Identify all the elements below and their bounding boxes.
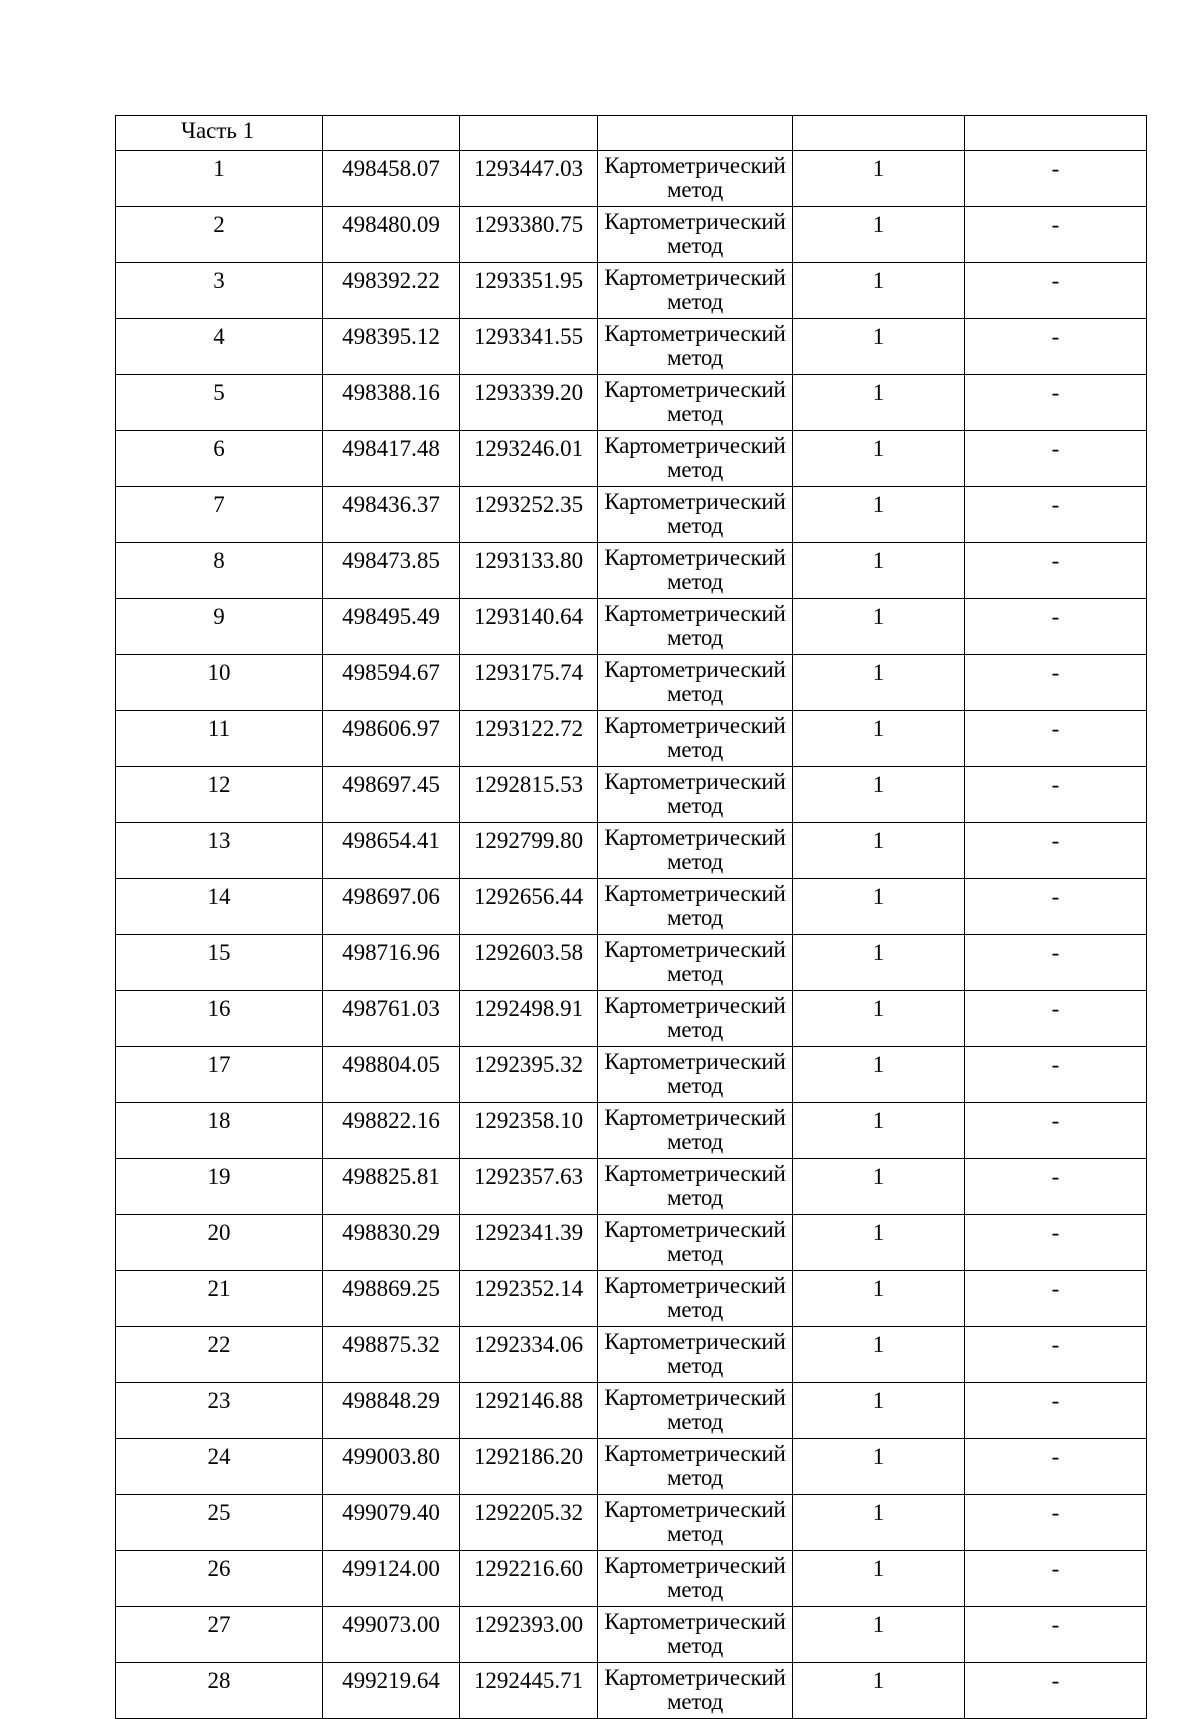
x-coordinate-cell: 499003.80 [323, 1439, 460, 1495]
description-cell: - [965, 1607, 1147, 1663]
point-number-cell: 3 [116, 263, 323, 319]
description-cell: - [965, 431, 1147, 487]
x-coordinate-cell: 499079.40 [323, 1495, 460, 1551]
description-cell: - [965, 823, 1147, 879]
accuracy-cell: 1 [793, 655, 965, 711]
point-number-cell: 9 [116, 599, 323, 655]
point-number-cell: 26 [116, 1551, 323, 1607]
y-coordinate-cell: 1292334.06 [460, 1327, 598, 1383]
x-coordinate-cell: 498606.97 [323, 711, 460, 767]
y-coordinate-cell: 1292656.44 [460, 879, 598, 935]
table-row [116, 1327, 1147, 1383]
y-coordinate-cell: 1292799.80 [460, 823, 598, 879]
y-coordinate-cell: 1292205.32 [460, 1495, 598, 1551]
part-label: Часть 1 [116, 116, 323, 151]
point-number-cell: 7 [116, 487, 323, 543]
point-number-cell: 6 [116, 431, 323, 487]
description-cell: - [965, 1663, 1147, 1719]
point-number-cell: 21 [116, 1271, 323, 1327]
description-cell: - [965, 1495, 1147, 1551]
accuracy-cell: 1 [793, 1439, 965, 1495]
accuracy-cell: 1 [793, 487, 965, 543]
table-row [116, 599, 1147, 655]
y-coordinate-cell: 1292357.63 [460, 1159, 598, 1215]
description-cell: - [965, 1383, 1147, 1439]
point-number-cell: 16 [116, 991, 323, 1047]
description-cell: - [965, 935, 1147, 991]
empty-header-cell [460, 116, 598, 151]
method-cell: Картометрический метод [598, 1327, 793, 1383]
point-number-cell: 8 [116, 543, 323, 599]
description-cell: - [965, 1103, 1147, 1159]
point-number-cell: 1 [116, 151, 323, 207]
y-coordinate-cell: 1293140.64 [460, 599, 598, 655]
method-cell: Картометрический метод [598, 375, 793, 431]
accuracy-cell: 1 [793, 1103, 965, 1159]
accuracy-cell: 1 [793, 599, 965, 655]
accuracy-cell: 1 [793, 1551, 965, 1607]
description-cell: - [965, 1215, 1147, 1271]
table-row [116, 1551, 1147, 1607]
accuracy-cell: 1 [793, 767, 965, 823]
table-row [116, 431, 1147, 487]
point-number-cell: 14 [116, 879, 323, 935]
point-number-cell: 13 [116, 823, 323, 879]
description-cell: - [965, 599, 1147, 655]
table-row [116, 487, 1147, 543]
method-cell: Картометрический метод [598, 1551, 793, 1607]
x-coordinate-cell: 498804.05 [323, 1047, 460, 1103]
method-cell: Картометрический метод [598, 431, 793, 487]
method-cell: Картометрический метод [598, 879, 793, 935]
y-coordinate-cell: 1293133.80 [460, 543, 598, 599]
point-number-cell: 12 [116, 767, 323, 823]
table-row [116, 711, 1147, 767]
x-coordinate-cell: 498822.16 [323, 1103, 460, 1159]
point-number-cell: 15 [116, 935, 323, 991]
table-row [116, 207, 1147, 263]
x-coordinate-cell: 498594.67 [323, 655, 460, 711]
table-row [116, 767, 1147, 823]
description-cell: - [965, 207, 1147, 263]
y-coordinate-cell: 1293339.20 [460, 375, 598, 431]
y-coordinate-cell: 1293246.01 [460, 431, 598, 487]
description-cell: - [965, 1551, 1147, 1607]
method-cell: Картометрический метод [598, 1215, 793, 1271]
table-body [116, 116, 1147, 1719]
accuracy-cell: 1 [793, 151, 965, 207]
y-coordinate-cell: 1292498.91 [460, 991, 598, 1047]
accuracy-cell: 1 [793, 263, 965, 319]
table-row [116, 1663, 1147, 1719]
point-number-cell: 19 [116, 1159, 323, 1215]
accuracy-cell: 1 [793, 1607, 965, 1663]
x-coordinate-cell: 499219.64 [323, 1663, 460, 1719]
x-coordinate-cell: 499124.00 [323, 1551, 460, 1607]
point-number-cell: 10 [116, 655, 323, 711]
x-coordinate-cell: 498869.25 [323, 1271, 460, 1327]
point-number-cell: 5 [116, 375, 323, 431]
method-cell: Картометрический метод [598, 1383, 793, 1439]
y-coordinate-cell: 1292341.39 [460, 1215, 598, 1271]
y-coordinate-cell: 1292352.14 [460, 1271, 598, 1327]
y-coordinate-cell: 1292393.00 [460, 1607, 598, 1663]
method-cell: Картометрический метод [598, 263, 793, 319]
table-row [116, 823, 1147, 879]
table-row [116, 1495, 1147, 1551]
x-coordinate-cell: 498436.37 [323, 487, 460, 543]
method-cell: Картометрический метод [598, 655, 793, 711]
description-cell: - [965, 991, 1147, 1047]
y-coordinate-cell: 1293341.55 [460, 319, 598, 375]
coordinates-table [115, 115, 1147, 1719]
y-coordinate-cell: 1293252.35 [460, 487, 598, 543]
point-number-cell: 2 [116, 207, 323, 263]
table-row [116, 1215, 1147, 1271]
x-coordinate-cell: 498875.32 [323, 1327, 460, 1383]
method-cell: Картометрический метод [598, 767, 793, 823]
x-coordinate-cell: 498473.85 [323, 543, 460, 599]
method-cell: Картометрический метод [598, 935, 793, 991]
x-coordinate-cell: 498848.29 [323, 1383, 460, 1439]
x-coordinate-cell: 498392.22 [323, 263, 460, 319]
description-cell: - [965, 1439, 1147, 1495]
method-cell: Картометрический метод [598, 599, 793, 655]
point-number-cell: 4 [116, 319, 323, 375]
description-cell: - [965, 1327, 1147, 1383]
accuracy-cell: 1 [793, 319, 965, 375]
table-row [116, 263, 1147, 319]
accuracy-cell: 1 [793, 207, 965, 263]
y-coordinate-cell: 1292815.53 [460, 767, 598, 823]
accuracy-cell: 1 [793, 1159, 965, 1215]
y-coordinate-cell: 1292358.10 [460, 1103, 598, 1159]
method-cell: Картометрический метод [598, 1103, 793, 1159]
table-row [116, 319, 1147, 375]
table-row [116, 1607, 1147, 1663]
description-cell: - [965, 767, 1147, 823]
table-row [116, 1383, 1147, 1439]
method-cell: Картометрический метод [598, 991, 793, 1047]
table-row [116, 1159, 1147, 1215]
point-number-cell: 11 [116, 711, 323, 767]
y-coordinate-cell: 1292395.32 [460, 1047, 598, 1103]
empty-header-cell [323, 116, 460, 151]
table-row [116, 543, 1147, 599]
description-cell: - [965, 543, 1147, 599]
description-cell: - [965, 319, 1147, 375]
method-cell: Картометрический метод [598, 207, 793, 263]
description-cell: - [965, 487, 1147, 543]
method-cell: Картометрический метод [598, 711, 793, 767]
empty-header-cell [598, 116, 793, 151]
accuracy-cell: 1 [793, 1495, 965, 1551]
method-cell: Картометрический метод [598, 319, 793, 375]
point-number-cell: 27 [116, 1607, 323, 1663]
y-coordinate-cell: 1292603.58 [460, 935, 598, 991]
y-coordinate-cell: 1292216.60 [460, 1551, 598, 1607]
table-row [116, 1439, 1147, 1495]
x-coordinate-cell: 498458.07 [323, 151, 460, 207]
point-number-cell: 20 [116, 1215, 323, 1271]
table-row [116, 655, 1147, 711]
method-cell: Картометрический метод [598, 1271, 793, 1327]
x-coordinate-cell: 498495.49 [323, 599, 460, 655]
y-coordinate-cell: 1292186.20 [460, 1439, 598, 1495]
description-cell: - [965, 1271, 1147, 1327]
accuracy-cell: 1 [793, 1047, 965, 1103]
table-row [116, 935, 1147, 991]
method-cell: Картометрический метод [598, 1439, 793, 1495]
description-cell: - [965, 263, 1147, 319]
method-cell: Картометрический метод [598, 1663, 793, 1719]
method-cell: Картометрический метод [598, 1607, 793, 1663]
description-cell: - [965, 879, 1147, 935]
description-cell: - [965, 375, 1147, 431]
point-number-cell: 24 [116, 1439, 323, 1495]
accuracy-cell: 1 [793, 823, 965, 879]
y-coordinate-cell: 1293380.75 [460, 207, 598, 263]
empty-header-cell [793, 116, 965, 151]
point-number-cell: 25 [116, 1495, 323, 1551]
accuracy-cell: 1 [793, 1271, 965, 1327]
y-coordinate-cell: 1293447.03 [460, 151, 598, 207]
table-row [116, 991, 1147, 1047]
accuracy-cell: 1 [793, 935, 965, 991]
description-cell: - [965, 711, 1147, 767]
accuracy-cell: 1 [793, 1383, 965, 1439]
description-cell: - [965, 655, 1147, 711]
method-cell: Картометрический метод [598, 1159, 793, 1215]
x-coordinate-cell: 498417.48 [323, 431, 460, 487]
x-coordinate-cell: 498654.41 [323, 823, 460, 879]
accuracy-cell: 1 [793, 543, 965, 599]
method-cell: Картометрический метод [598, 487, 793, 543]
description-cell: - [965, 151, 1147, 207]
method-cell: Картометрический метод [598, 151, 793, 207]
accuracy-cell: 1 [793, 375, 965, 431]
x-coordinate-cell: 498830.29 [323, 1215, 460, 1271]
y-coordinate-cell: 1292445.71 [460, 1663, 598, 1719]
empty-header-cell [965, 116, 1147, 151]
x-coordinate-cell: 498388.16 [323, 375, 460, 431]
method-cell: Картометрический метод [598, 543, 793, 599]
table-row [116, 1047, 1147, 1103]
x-coordinate-cell: 498716.96 [323, 935, 460, 991]
part-header-row [116, 116, 1147, 151]
accuracy-cell: 1 [793, 711, 965, 767]
x-coordinate-cell: 498825.81 [323, 1159, 460, 1215]
point-number-cell: 18 [116, 1103, 323, 1159]
x-coordinate-cell: 498697.06 [323, 879, 460, 935]
accuracy-cell: 1 [793, 431, 965, 487]
description-cell: - [965, 1159, 1147, 1215]
table-row [116, 151, 1147, 207]
accuracy-cell: 1 [793, 1327, 965, 1383]
point-number-cell: 28 [116, 1663, 323, 1719]
x-coordinate-cell: 498761.03 [323, 991, 460, 1047]
table-row [116, 1271, 1147, 1327]
x-coordinate-cell: 498395.12 [323, 319, 460, 375]
accuracy-cell: 1 [793, 991, 965, 1047]
point-number-cell: 23 [116, 1383, 323, 1439]
x-coordinate-cell: 498697.45 [323, 767, 460, 823]
description-cell: - [965, 1047, 1147, 1103]
point-number-cell: 22 [116, 1327, 323, 1383]
method-cell: Картометрический метод [598, 1495, 793, 1551]
y-coordinate-cell: 1292146.88 [460, 1383, 598, 1439]
y-coordinate-cell: 1293175.74 [460, 655, 598, 711]
table-row [116, 1103, 1147, 1159]
method-cell: Картометрический метод [598, 1047, 793, 1103]
table-row [116, 879, 1147, 935]
table-row [116, 375, 1147, 431]
point-number-cell: 17 [116, 1047, 323, 1103]
x-coordinate-cell: 499073.00 [323, 1607, 460, 1663]
y-coordinate-cell: 1293351.95 [460, 263, 598, 319]
accuracy-cell: 1 [793, 879, 965, 935]
x-coordinate-cell: 498480.09 [323, 207, 460, 263]
accuracy-cell: 1 [793, 1663, 965, 1719]
y-coordinate-cell: 1293122.72 [460, 711, 598, 767]
accuracy-cell: 1 [793, 1215, 965, 1271]
method-cell: Картометрический метод [598, 823, 793, 879]
